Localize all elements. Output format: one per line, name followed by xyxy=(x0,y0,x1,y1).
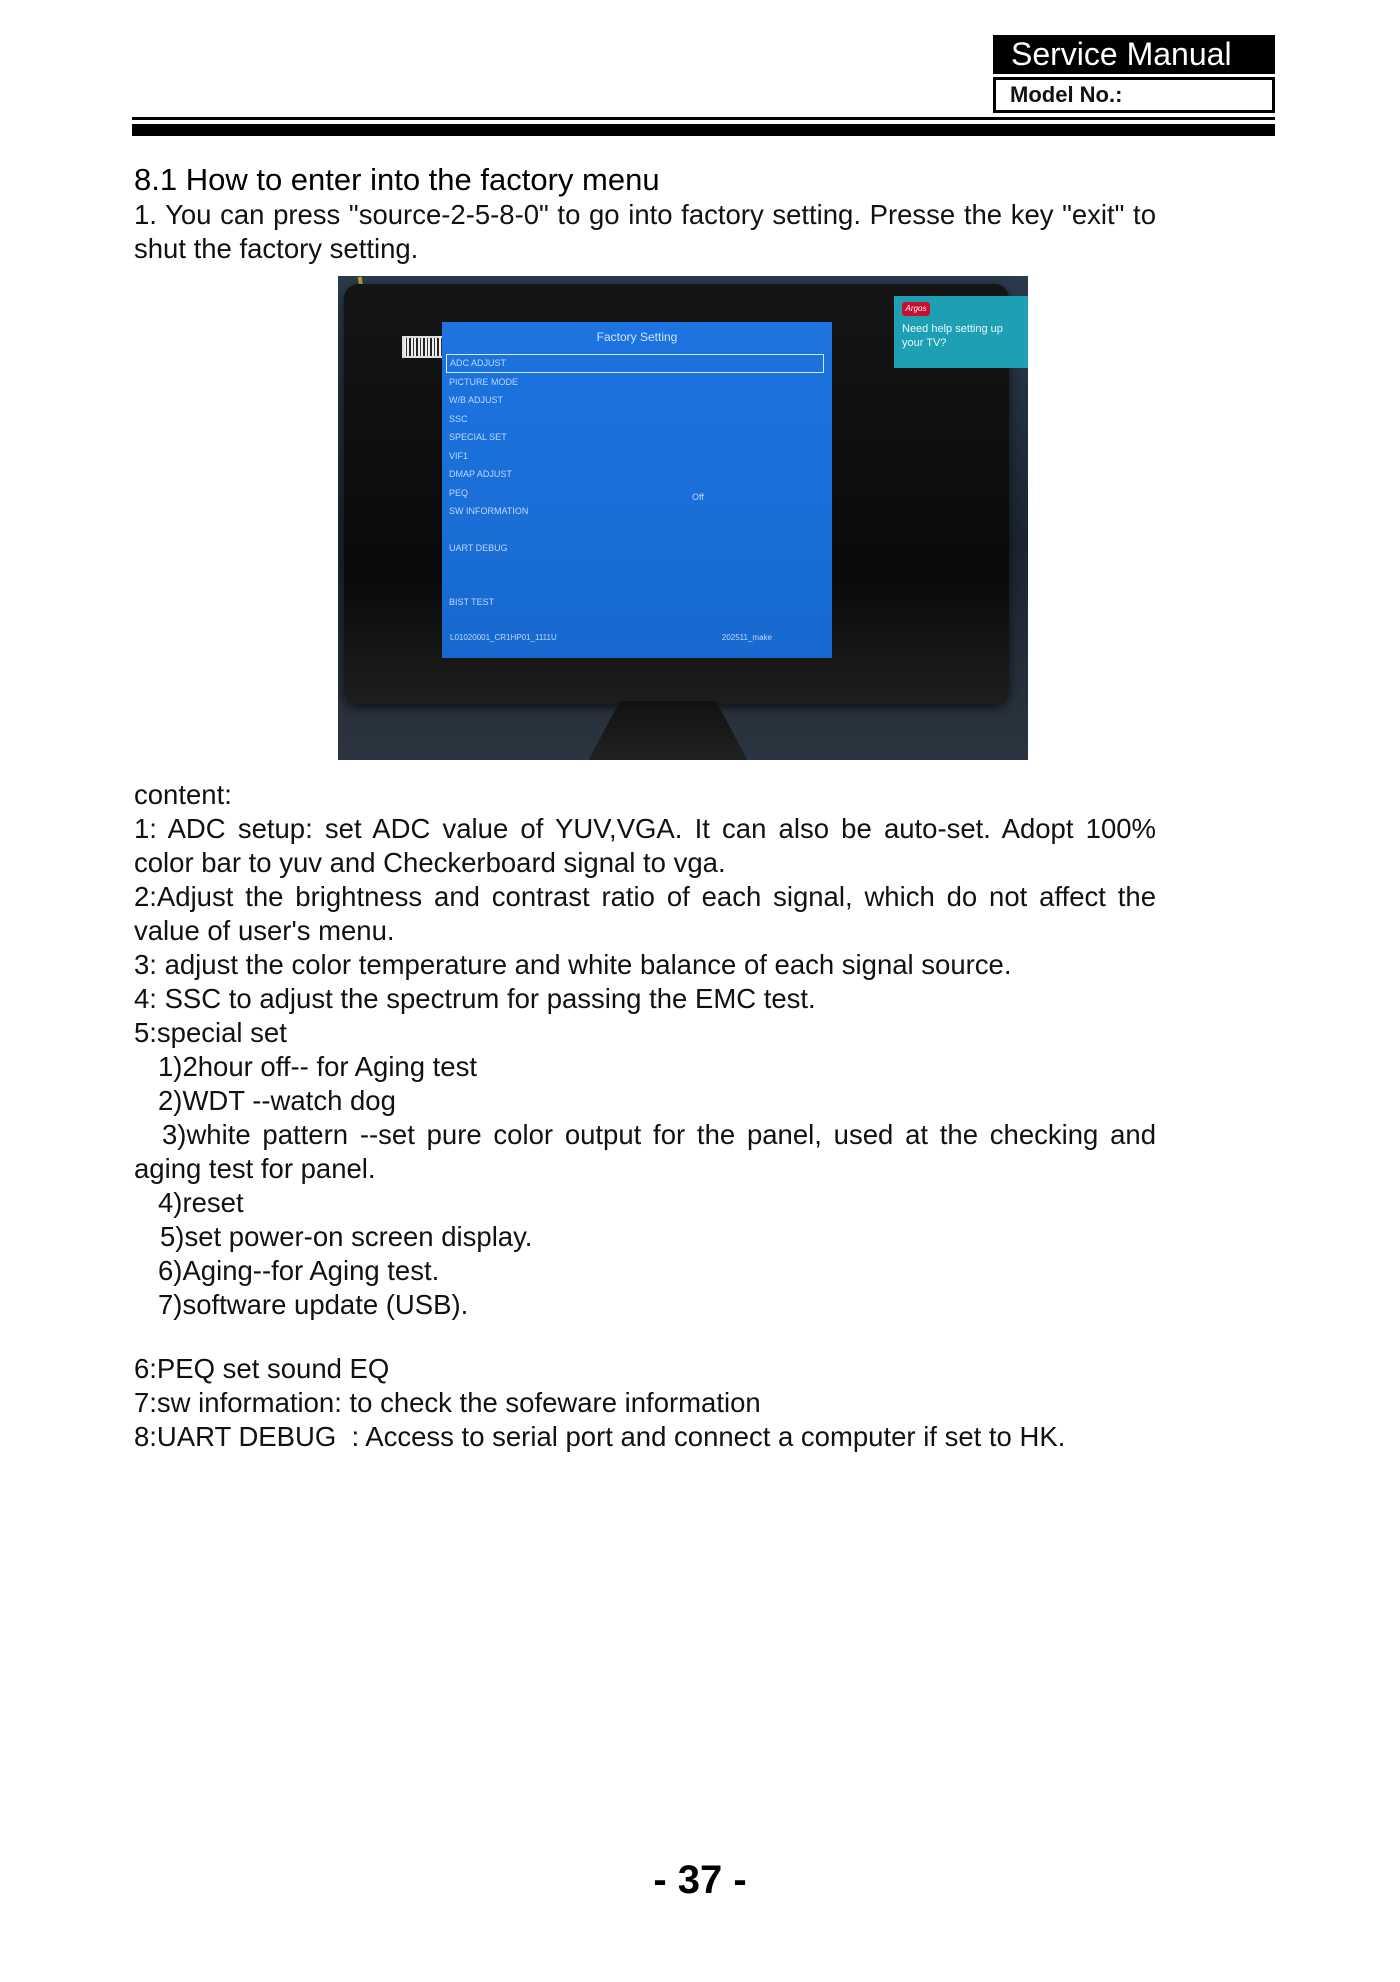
menu-item-ssc: SSC xyxy=(449,413,468,424)
special-set-item-7: 7)software update (USB). xyxy=(158,1289,469,1320)
content-item-3: 3: adjust the color temperature and white balance of each signal source. xyxy=(134,949,1012,980)
content-heading: content: xyxy=(134,779,232,810)
menu-item-picture-mode: PICTURE MODE xyxy=(449,376,519,387)
menu-item-sw-information: SW INFORMATION xyxy=(449,506,529,516)
help-sticker xyxy=(894,296,1028,368)
special-set-item-4: 4)reset xyxy=(158,1187,244,1218)
header-title: Service Manual xyxy=(993,35,1275,74)
special-set-item-1: 1)2hour off-- for Aging test xyxy=(158,1051,477,1082)
menu-item-bist-test: BIST TEST xyxy=(449,597,495,607)
special-set-item-3: 3)white pattern --set pure color output for the panel, used at the checking and aging test for panel. xyxy=(134,1119,1156,1184)
content-item-7: 7:sw information: to check the sofeware information xyxy=(134,1387,761,1418)
menu-item-vif1: VIF1 xyxy=(449,450,469,461)
factory-menu-list xyxy=(446,354,824,612)
tv-bezel xyxy=(344,284,1009,704)
header-box xyxy=(993,35,1275,113)
page-number: - 37 - xyxy=(653,1858,747,1902)
header-rule-thick xyxy=(132,124,1275,136)
special-set-item-2: 2)WDT --watch dog xyxy=(158,1085,396,1116)
menu-item-wb-adjust: W/B ADJUST xyxy=(449,395,504,405)
content-item-6: 6:PEQ set sound EQ xyxy=(134,1353,390,1384)
intro-paragraph: 1. You can press "source-2-5-8-0" to go into factory setting. Presse the key "exit" to shut the factory setting. xyxy=(134,199,1156,264)
menu-item-special-set: SPECIAL SET xyxy=(449,432,507,442)
menu-item-adc-adjust: ADC ADJUST xyxy=(446,354,824,373)
factory-setting-title: Factory Setting xyxy=(596,330,678,344)
special-set-item-6: 6)Aging--for Aging test. xyxy=(158,1255,440,1286)
content-item-8: 8:UART DEBUG : Access to serial port and connect a computer if set to HK. xyxy=(134,1421,1066,1452)
menu-item-peq: PEQ xyxy=(449,487,469,498)
sticker-text: Need help setting up your TV? xyxy=(902,323,1003,349)
peq-value: Off xyxy=(692,492,704,502)
build-date: 202511_make xyxy=(721,633,772,642)
content-block xyxy=(134,778,1156,1454)
tv-screen xyxy=(442,322,832,658)
firmware-version: L01020001_CR1HP01_1111U xyxy=(450,633,557,642)
factory-menu-photo xyxy=(338,276,1028,760)
header-rule-thin xyxy=(132,117,1275,120)
content-item-2: 2:Adjust the brightness and contrast ratio of each signal, which do not affect the value of user's menu. xyxy=(134,881,1156,946)
menu-item-dmap-adjust: DMAP ADJUST xyxy=(449,469,512,479)
menu-item-uart-debug: UART DEBUG xyxy=(449,542,508,553)
tv-stand xyxy=(588,701,748,760)
model-number-label: Model No.: xyxy=(993,77,1275,113)
content-item-5: 5:special set xyxy=(134,1017,287,1048)
section-title: 8.1 How to enter into the factory menu xyxy=(134,162,660,197)
special-set-item-5: 5)set power-on screen display. xyxy=(160,1221,533,1252)
content-item-1: 1: ADC setup: set ADC value of YUV,VGA. It can also be auto-set. Adopt 100% color bar to yuv and Checkerboard signal to vga. xyxy=(134,813,1156,878)
content-item-4: 4: SSC to adjust the spectrum for passing the EMC test. xyxy=(134,983,816,1014)
sticker-logo: Argos xyxy=(902,302,930,316)
